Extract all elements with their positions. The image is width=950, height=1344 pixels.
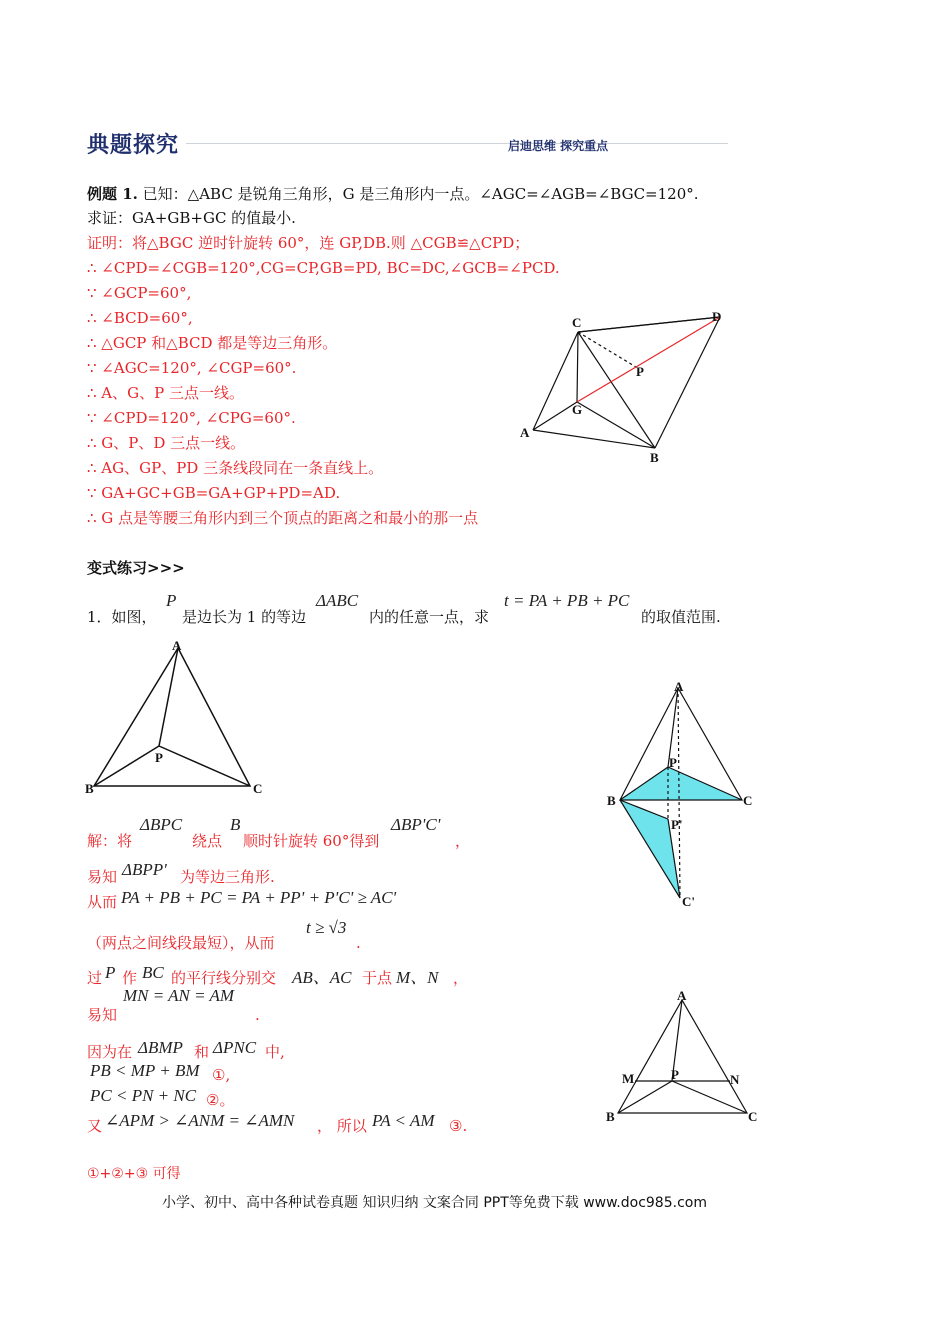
math-b: B [230,815,241,834]
label-d: D [712,309,722,324]
proof-line: ∵ ∠GCP=60°, [87,284,192,302]
example-label: 例题 1. [87,185,138,203]
math-sum-inequality: PA + PB + PC = PA + PP' + P'C' ≥ AC' [121,888,397,907]
solution-text: 易知 [87,1006,118,1024]
example-statement: 已知：△ABC 是锐角三角形，G 是三角形内一点。∠AGC=∠AGB=∠BGC=120°. [137,185,699,203]
math-inequality-2: PC < PN + NC [90,1086,197,1105]
label-a: A [172,638,182,653]
question-1-mid2: 内的任意一点，求 [369,608,490,626]
math-inequality-1: PB < MP + BM [90,1061,200,1080]
math-t-expression: t = PA + PB + PC [504,591,630,610]
figure-rotation-proof [515,305,730,470]
solution-text: 过 [87,969,103,987]
solution-text: 顺时针旋转 60°得到 [243,832,380,850]
label-a: A [674,679,684,694]
solution-text: ， [453,969,469,987]
figure-rotated-triangle [602,678,762,910]
label-n: N [730,1072,740,1087]
math-m-n: M、N [396,968,439,987]
example-title [87,185,699,203]
math-p: P [166,591,177,610]
proof-line: ∵ ∠CPD=120°, ∠CPG=60°. [87,409,296,427]
label-m: M [622,1071,635,1086]
label-p-prime: P' [671,817,683,832]
label-b: B [85,781,94,796]
math-bpc: ΔBPC [140,815,183,834]
label-p: P [671,1067,679,1082]
solution-text: 因为在 [87,1043,133,1061]
solution-text: 易知 [87,868,118,886]
page-footer: 小学、初中、高中各种试卷真题 知识归纳 文案合同 PPT等免费下载 www.doc985.com [162,1195,707,1211]
proof-line: ∵ GA+GC+GB=GA+GP+PD=AD. [87,484,341,502]
label-c: C [253,781,263,796]
math-mn-equal: MN = AN = AM [123,986,235,1005]
solution-text: ①, [212,1066,231,1084]
question-1-mid1: 是边长为 1 的等边 [182,608,307,626]
label-p: P [636,364,644,379]
math-bc: BC [142,963,164,982]
math-pa-am: PA < AM [372,1111,435,1130]
math-bp-c: ΔBP'C' [391,815,441,834]
proof-line: ∴ ∠BCD=60°, [87,309,193,327]
solution-text: ③. [449,1117,468,1135]
figure-equilateral-point-p [82,636,272,801]
section-title: 典题探究 [87,133,180,158]
label-b: B [650,450,659,465]
proof-line: ∴ △GCP 和△BCD 都是等边三角形。 [87,334,338,352]
proof-line: ∵ ∠AGC=120°, ∠CGP=60°. [87,359,297,377]
label-c: C [743,793,753,808]
solution-text: . [356,934,361,952]
math-p: P [105,963,116,982]
math-bmp: ΔBMP [138,1038,183,1057]
label-b: B [607,793,616,808]
proof-line: ∴ AG、GP、PD 三条线段同在一条直线上。 [87,459,384,477]
solution-text: 作 [122,969,138,987]
example-prove: 求证：GA+GB+GC 的值最小. [87,209,296,227]
solution-text: 解：将 [87,832,133,850]
solution-text: 绕点 [192,832,223,850]
math-angle-inequality: ∠APM > ∠ANM = ∠AMN [105,1111,295,1130]
proof-line: ∴ G、P、D 三点一线。 [87,434,246,452]
proof-line: ∴ ∠CPD=∠CGB=120°,CG=CP,GB=PD, BC=DC,∠GCB=∠PCD. [87,259,560,277]
solution-text: 从而 [87,893,118,911]
solution-text: 又 [87,1117,103,1135]
label-a: A [520,425,530,440]
solution-text: （两点之间线段最短），从而 [87,934,275,952]
header-divider [186,143,728,144]
variant-heading: 变式练习>>> [87,559,185,577]
solution-text: ， 所以 [317,1117,367,1135]
proof-line: ∴ A、G、P 三点一线。 [87,384,244,402]
solution-text: 为等边三角形. [180,868,275,886]
label-c: C [748,1109,758,1124]
label-c-prime: C' [682,894,695,909]
label-a: A [677,988,687,1003]
solution-text: 的平行线分别交 [171,969,277,987]
proof-line: 证明：将△BGC 逆时针旋转 60°，连 GP,DB.则 △CGB≌△CPD； [87,234,530,252]
solution-text: 和 [194,1043,210,1061]
math-ab-ac: AB、AC [292,968,352,987]
label-p: P [155,750,163,765]
solution-conclusion: ①+②+③ 可得 [87,1166,181,1182]
proof-line: ∴ G 点是等腰三角形内到三个顶点的距离之和最小的那一点 [87,509,479,527]
solution-text: ②。 [206,1091,235,1109]
math-triangle-abc: ΔABC [316,591,359,610]
math-pnc: ΔPNC [213,1038,257,1057]
label-b: B [606,1109,615,1124]
question-1-suffix: 的取值范围. [641,608,721,626]
solution-text: ， [455,832,471,850]
label-p: P [669,755,677,770]
header-subtitle: 启迪思维 探究重点 [508,139,609,153]
label-c: C [572,315,582,330]
label-g: G [572,402,583,417]
solution-text: 于点 [362,969,393,987]
solution-text: 中, [265,1043,285,1061]
math-t-bound: t ≥ √3 [306,918,347,937]
math-bpp: ΔBPP' [122,860,167,879]
figure-parallel-line [602,985,767,1128]
question-1-prefix: 1．如图， [87,608,157,626]
solution-text: . [255,1006,260,1024]
